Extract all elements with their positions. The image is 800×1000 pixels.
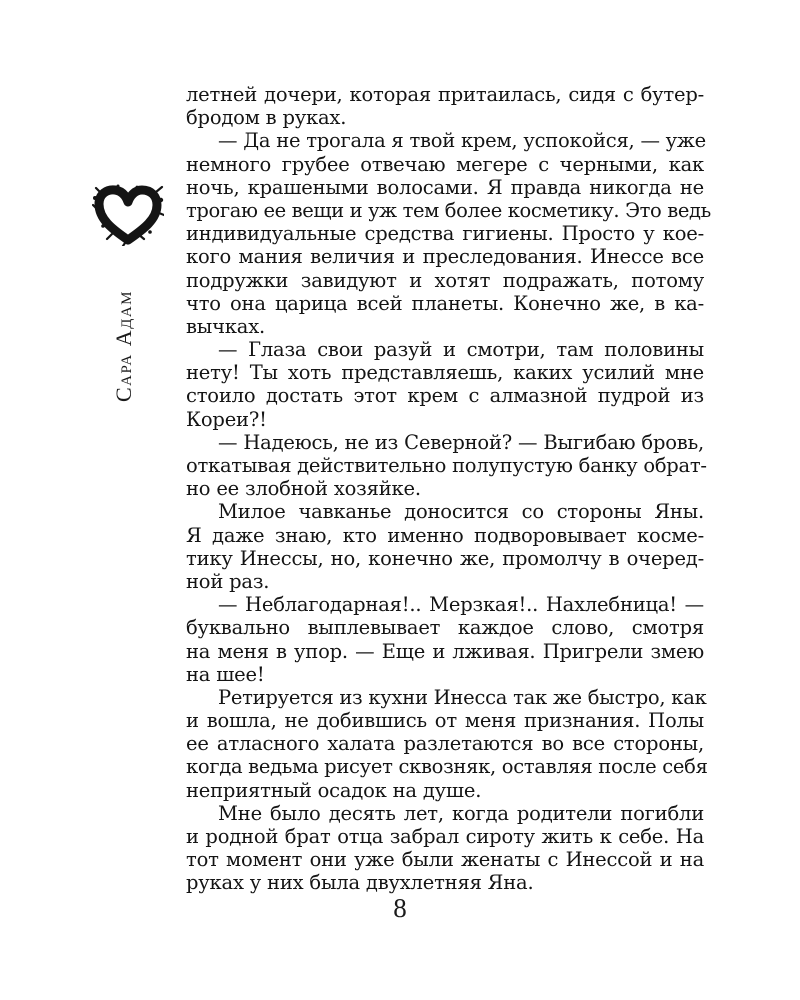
text-line: индивидуальные средства гигиены. Просто у кое- [186, 222, 704, 246]
text-line: ночь, крашеными волосами. Я правда никогда не [186, 175, 704, 199]
text-line: подружки завидуют и хотят подражать, потому [186, 268, 704, 292]
text-line: откатывая действительно полупустую банку обрат- [186, 454, 707, 477]
text-line: на меня в упор. — Еще и лживая. Пригрели змею [186, 639, 704, 663]
text-line: Мне было десять лет, когда родители погибли [218, 801, 704, 825]
text-line: Милое чавканье доносится со стороны Яны. [218, 500, 704, 524]
text-line: Я даже знаю, кто именно подворовывает косме- [186, 523, 704, 547]
text-line: немного грубее отвечаю мегере с черными, как [186, 152, 704, 176]
text-line: когда ведьма рисует сквозняк, оставляя после себя [186, 755, 708, 779]
author-name: Сара Адам [111, 289, 136, 403]
text-line: буквально выплевывает каждое слово, смотря [186, 616, 704, 640]
text-line: на шее! [186, 662, 265, 686]
text-line: трогаю ее вещи и уж тем более косметику. Это ведь [186, 198, 711, 222]
text-line: — Глаза свои разуй и смотри, там половины [218, 338, 704, 362]
body-text [186, 83, 711, 895]
text-line: и родной брат отца забрал сироту жить к себе. На [186, 825, 704, 848]
text-line: нету! Ты хоть представляешь, каких усилий мне [186, 361, 704, 385]
text-line: руках у них была двухлетняя Яна. [186, 871, 534, 895]
text-line: тику Инессы, но, конечно же, промолчу в очеред- [186, 546, 704, 570]
page-number: 8 [393, 893, 407, 923]
text-line: кого мания величия и преследования. Инессе все [186, 245, 704, 269]
text-line: — Неблагодарная!.. Мерзкая!.. Нахлебница! — [218, 593, 704, 617]
text-line: вычках. [186, 314, 265, 338]
text-line: — Надеюсь, не из Северной? — Выгибаю бровь, [218, 430, 704, 454]
text-line: ной раз. [186, 569, 270, 593]
heart-icon [92, 184, 164, 246]
text-line: что она царица всей планеты. Конечно же, в ка- [186, 291, 704, 315]
text-line: — Да не трогала я твой крем, успокойся, — уже [218, 129, 706, 153]
text-line: Ретируется из кухни Инесса так же быстро, как [218, 685, 707, 709]
text-line: стоило достать этот крем с алмазной пудрой из [186, 384, 704, 408]
text-line: неприятный осадок на душе. [186, 778, 482, 802]
text-line: бродом в руках. [186, 106, 347, 130]
text-line: тот момент они уже были женаты с Инессой и на [186, 848, 704, 872]
text-line: и вошла, не добившись от меня признания. Полы [186, 709, 704, 733]
text-line: но ее злобной хозяйке. [186, 477, 421, 501]
text-line: летней дочери, которая притаилась, сидя с бутер- [186, 83, 704, 106]
text-line: Кореи?! [186, 407, 267, 431]
text-line: ее атласного халата разлетаются во все стороны, [186, 732, 704, 756]
